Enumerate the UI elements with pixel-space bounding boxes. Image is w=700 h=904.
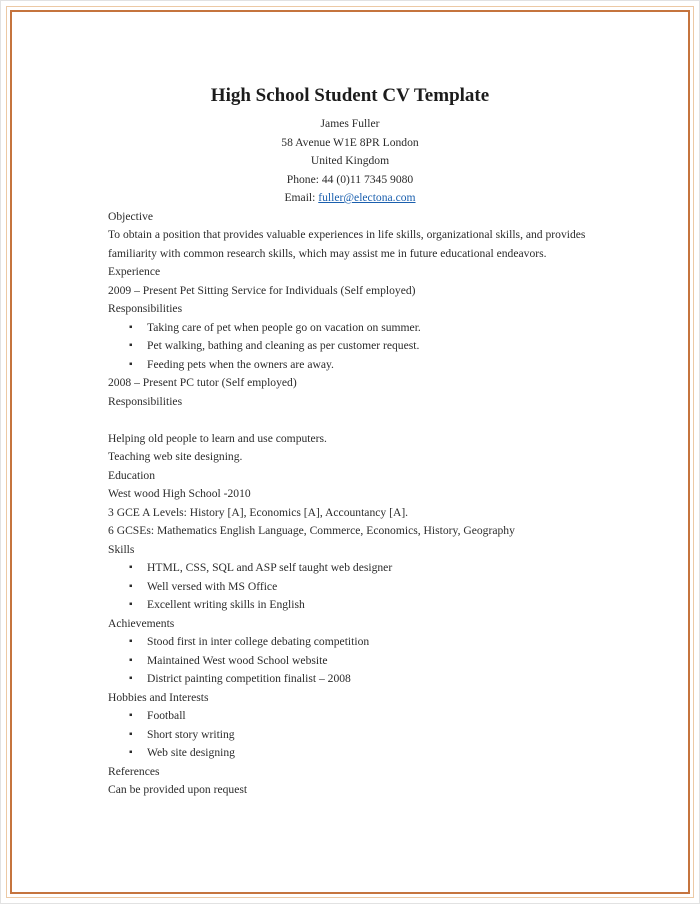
body-line: 2009 – Present Pet Sitting Service for Individuals (Self employed) xyxy=(108,283,416,297)
section-heading: Skills xyxy=(108,542,135,556)
bullet-item: ▪ Maintained West wood School website xyxy=(108,652,598,671)
section-heading: Responsibilities xyxy=(108,302,183,315)
body-line: Can be provided upon request xyxy=(108,783,248,796)
contact-block xyxy=(12,115,688,208)
bullet-item: ▪ Feeding pets when the owners are away. xyxy=(108,356,598,375)
bullet-item: ▪ Excellent writing skills in English xyxy=(108,596,598,615)
section-heading: References xyxy=(108,764,160,778)
contact-email-line xyxy=(12,189,688,208)
section-heading: Experience xyxy=(108,265,161,278)
bullet-item: ▪ HTML, CSS, SQL and ASP self taught web designer xyxy=(108,559,598,578)
cv-content xyxy=(12,12,688,892)
contact-address-line1: 58 Avenue W1E 8PR London xyxy=(281,135,419,149)
body-line: Helping old people to learn and use computers. xyxy=(108,431,327,445)
section-heading: Education xyxy=(108,468,156,482)
bullet-item: ▪ District painting competition finalist – 2008 xyxy=(108,670,598,689)
page-title: High School Student CV Template xyxy=(210,85,490,106)
bullet-item: ▪ Football xyxy=(108,707,598,726)
cv-body xyxy=(108,208,598,800)
contact-address-line2: United Kingdom xyxy=(310,154,390,167)
section-heading: Responsibilities xyxy=(108,394,183,408)
body-line: West wood High School -2010 xyxy=(108,487,251,500)
bullet-item: ▪ Stood first in inter college debating competition xyxy=(108,633,598,652)
bullet-item: ▪ Taking care of pet when people go on vacation on summer. xyxy=(108,319,598,338)
bullet-item: ▪ Pet walking, bathing and cleaning as per customer request. xyxy=(108,337,598,356)
bullet-item: ▪ Short story writing xyxy=(108,726,598,745)
bullet-item: ▪ Well versed with MS Office xyxy=(108,578,598,597)
body-line: 6 GCSEs: Mathematics English Language, Commerce, Economics, History, Geography xyxy=(108,524,515,537)
section-heading: Objective xyxy=(108,209,154,223)
bullet-item: ▪ Web site designing xyxy=(108,744,598,763)
section-heading: Achievements xyxy=(108,616,175,630)
body-line: To obtain a position that provides valuable experiences in life skills, organizational skills, and provides familiarity with common research skills, which may assist me in future educational endeavors. xyxy=(108,228,586,260)
contact-email-label: Email: xyxy=(284,191,319,204)
body-line: Teaching web site designing. xyxy=(108,450,243,463)
section-heading: Hobbies and Interests xyxy=(108,690,209,704)
blank-line xyxy=(108,411,598,430)
contact-name: James Fuller xyxy=(320,117,380,130)
body-line: 2008 – Present PC tutor (Self employed) xyxy=(108,376,297,389)
contact-phone: Phone: 44 (0)11 7345 9080 xyxy=(286,172,414,186)
email-link[interactable]: fuller@electona.com xyxy=(318,191,416,204)
body-line: 3 GCE A Levels: History [A], Economics [A], Accountancy [A]. xyxy=(108,505,409,519)
